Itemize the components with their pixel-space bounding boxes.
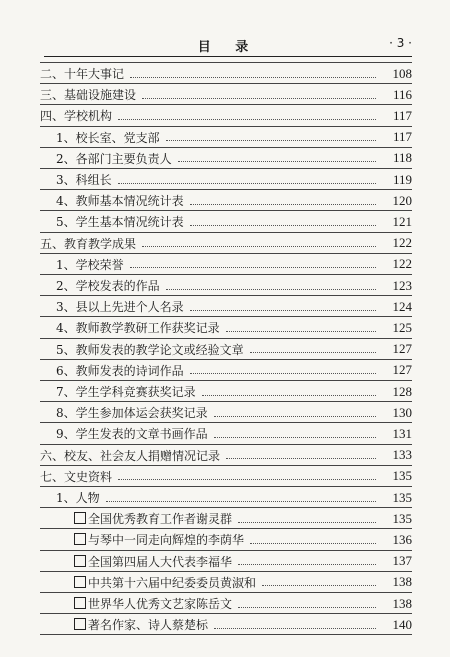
toc-entry-text: 中共第十六届中纪委委员黄淑和	[88, 575, 257, 590]
dot-leader	[238, 563, 376, 565]
toc-entry-label	[40, 65, 126, 82]
toc-entry[interactable]	[40, 127, 412, 148]
toc-entry-text: 6、教师发表的诗词作品	[56, 363, 184, 378]
dot-leader	[190, 224, 376, 226]
dot-leader	[226, 330, 376, 332]
toc-entry-text: 全国第四届人大代表李福华	[88, 554, 233, 569]
toc-entry-page-number: 122	[392, 235, 412, 251]
toc-entry-label	[40, 383, 198, 400]
dot-leader	[166, 288, 376, 290]
toc-entry-label	[40, 447, 222, 464]
toc-entry-label	[40, 150, 174, 167]
toc-entry-page-number: 123	[392, 277, 412, 293]
toc-entry[interactable]	[40, 84, 412, 105]
toc-entry-text: 9、学生发表的文章书画作品	[56, 427, 208, 442]
toc-entry[interactable]	[40, 529, 412, 550]
toc-entry-page-number: 135	[392, 510, 412, 526]
dot-leader	[226, 457, 376, 459]
toc-entry[interactable]	[40, 211, 412, 232]
toc-entry-text: 二、十年大事记	[40, 67, 125, 81]
toc-entry-page-number: 128	[392, 383, 412, 399]
toc-entry-text: 1、学校荣誉	[56, 257, 124, 272]
toc-entry-label	[40, 192, 186, 209]
toc-entry-page-number: 117	[392, 129, 412, 145]
toc-entry-page-number: 135	[392, 468, 412, 484]
dot-leader	[178, 160, 376, 162]
toc-entry-text: 4、教师教学教研工作获奖记录	[56, 321, 220, 336]
toc-entry-text: 7、学生学科竞赛获奖记录	[56, 385, 196, 399]
dot-leader	[190, 372, 376, 374]
toc-entry-label	[40, 595, 234, 612]
toc-entry-label	[40, 425, 210, 442]
toc-entry-label	[40, 298, 186, 315]
toc-entry-page-number: 130	[392, 404, 412, 420]
toc-entry-text: 世界华人优秀文艺家陈岳文	[88, 597, 233, 611]
toc-entry-page-number: 121	[392, 213, 412, 229]
checkbox-square-icon	[74, 555, 86, 567]
toc-entry[interactable]	[40, 190, 412, 211]
toc-entry-label	[40, 129, 162, 146]
dot-leader	[262, 584, 376, 586]
toc-entry-label	[40, 341, 246, 358]
toc-entry-label	[40, 616, 210, 633]
dot-leader	[202, 394, 376, 396]
toc-entry-page-number: 140	[392, 616, 412, 632]
toc-entry-page-number: 119	[392, 171, 412, 187]
toc-entry-page-number: 127	[392, 362, 412, 378]
toc-entry-text: 六、校友、社会友人捐赠情况记录	[40, 448, 221, 463]
toc-entry-label	[40, 362, 186, 379]
checkbox-square-icon	[74, 618, 86, 630]
dot-leader	[142, 245, 376, 247]
toc-entry[interactable]	[40, 402, 412, 423]
toc-entry-label	[40, 404, 210, 421]
toc-entry[interactable]	[40, 487, 412, 508]
dot-leader	[166, 139, 376, 141]
toc-entry-text: 与琴中一同走向辉煌的李荫华	[88, 533, 245, 548]
toc-entry-page-number: 118	[392, 150, 412, 166]
checkbox-square-icon	[74, 512, 86, 524]
toc-entry-text: 四、学校机构	[40, 109, 113, 124]
dot-leader	[130, 76, 376, 78]
dot-leader	[214, 415, 376, 417]
toc-entry-page-number: 124	[392, 298, 412, 314]
toc-entry-page-number: 122	[392, 256, 412, 272]
toc-entry[interactable]	[40, 572, 412, 593]
dot-leader	[214, 627, 376, 629]
toc-entry-label	[40, 531, 246, 548]
dot-leader	[106, 500, 376, 502]
dot-leader	[130, 266, 376, 268]
toc-entry[interactable]	[40, 275, 412, 296]
toc-entry[interactable]	[40, 508, 412, 529]
toc-entry-label	[40, 277, 162, 294]
toc-entry-page-number: 117	[392, 107, 412, 123]
toc-entry-text: 2、学校发表的作品	[56, 279, 160, 293]
dot-leader	[214, 436, 376, 438]
toc-entry[interactable]	[40, 63, 412, 84]
toc-entry-text: 全国优秀教育工作者谢灵群	[88, 512, 233, 527]
toc-entry-text: 5、学生基本情况统计表	[56, 215, 184, 230]
toc-entry-page-number: 120	[392, 192, 412, 208]
toc-entry-page-number: 133	[392, 447, 412, 463]
toc-entry-label	[40, 171, 114, 188]
header-page-number: · 3 ·	[389, 36, 412, 50]
toc-entry-label	[40, 489, 102, 506]
checkbox-square-icon	[74, 533, 86, 545]
toc-entry-label	[40, 553, 234, 570]
toc-entry-label	[40, 510, 234, 527]
toc-entry-text: 著名作家、诗人蔡楚标	[88, 618, 209, 633]
toc-entry-label	[40, 468, 114, 485]
toc-entry-text: 1、人物	[56, 491, 100, 505]
toc-entry[interactable]	[40, 169, 412, 190]
toc-row-rule	[40, 634, 412, 635]
toc-entry[interactable]	[40, 614, 412, 635]
toc-entry[interactable]	[40, 593, 412, 614]
toc-entry-label	[40, 235, 138, 252]
toc-entry[interactable]	[40, 254, 412, 275]
toc-entry-page-number: 116	[392, 86, 412, 102]
header-title: 目 录	[197, 40, 259, 55]
toc-entry-label	[40, 319, 222, 336]
toc-entry-text: 3、科组长	[56, 173, 112, 187]
toc-entry[interactable]	[40, 339, 412, 360]
dot-leader	[238, 521, 376, 523]
toc-entry-text: 三、基础设施建设	[40, 88, 137, 103]
toc-entry-text: 4、教师基本情况统计表	[56, 194, 184, 209]
toc-entry[interactable]	[40, 551, 412, 572]
checkbox-square-icon	[74, 597, 86, 609]
toc-entry-page-number: 108	[392, 65, 412, 81]
toc-entry-label	[40, 574, 258, 591]
page-header	[44, 34, 412, 57]
toc-entry[interactable]	[40, 360, 412, 381]
dot-leader	[250, 542, 376, 544]
toc-entry-text: 5、教师发表的教学论文或经验文章	[56, 342, 244, 357]
toc-entry-text: 1、校长室、党支部	[56, 130, 160, 145]
toc-entry-page-number: 125	[392, 319, 412, 335]
toc-entry-text: 3、县以上先进个人名录	[56, 300, 184, 315]
toc-entry-label	[40, 107, 114, 124]
toc-entry-text: 七、文史资料	[40, 469, 113, 484]
toc-entry-text: 8、学生参加体运会获奖记录	[56, 406, 208, 421]
toc-entry[interactable]	[40, 423, 412, 444]
toc-entry[interactable]	[40, 233, 412, 254]
dot-leader	[118, 478, 376, 480]
toc-entry[interactable]	[40, 296, 412, 317]
toc-entry-page-number: 135	[392, 489, 412, 505]
toc-entry[interactable]	[40, 445, 412, 466]
toc-entry-label	[40, 86, 138, 103]
toc-entry-label	[40, 213, 186, 230]
dot-leader	[118, 182, 376, 184]
dot-leader	[142, 97, 376, 99]
toc-entry-page-number: 137	[392, 553, 412, 569]
dot-leader	[250, 351, 376, 353]
toc-entry-page-number: 136	[392, 531, 412, 547]
checkbox-square-icon	[74, 576, 86, 588]
toc-entry[interactable]	[40, 317, 412, 338]
toc-entry[interactable]	[40, 148, 412, 169]
toc-entry[interactable]	[40, 105, 412, 126]
toc-entry-label	[40, 256, 126, 273]
toc-entry[interactable]	[40, 466, 412, 487]
toc-entry-text: 五、教育教学成果	[40, 236, 137, 251]
dot-leader	[190, 203, 376, 205]
dot-leader	[190, 309, 376, 311]
toc-entry-page-number: 138	[392, 595, 412, 611]
toc-entry[interactable]	[40, 381, 412, 402]
toc-entry-text: 2、各部门主要负责人	[56, 151, 172, 166]
dot-leader	[238, 606, 376, 608]
toc-entry-page-number: 131	[392, 425, 412, 441]
toc-entry-page-number: 127	[392, 341, 412, 357]
toc-entry-page-number: 138	[392, 574, 412, 590]
dot-leader	[118, 118, 376, 120]
